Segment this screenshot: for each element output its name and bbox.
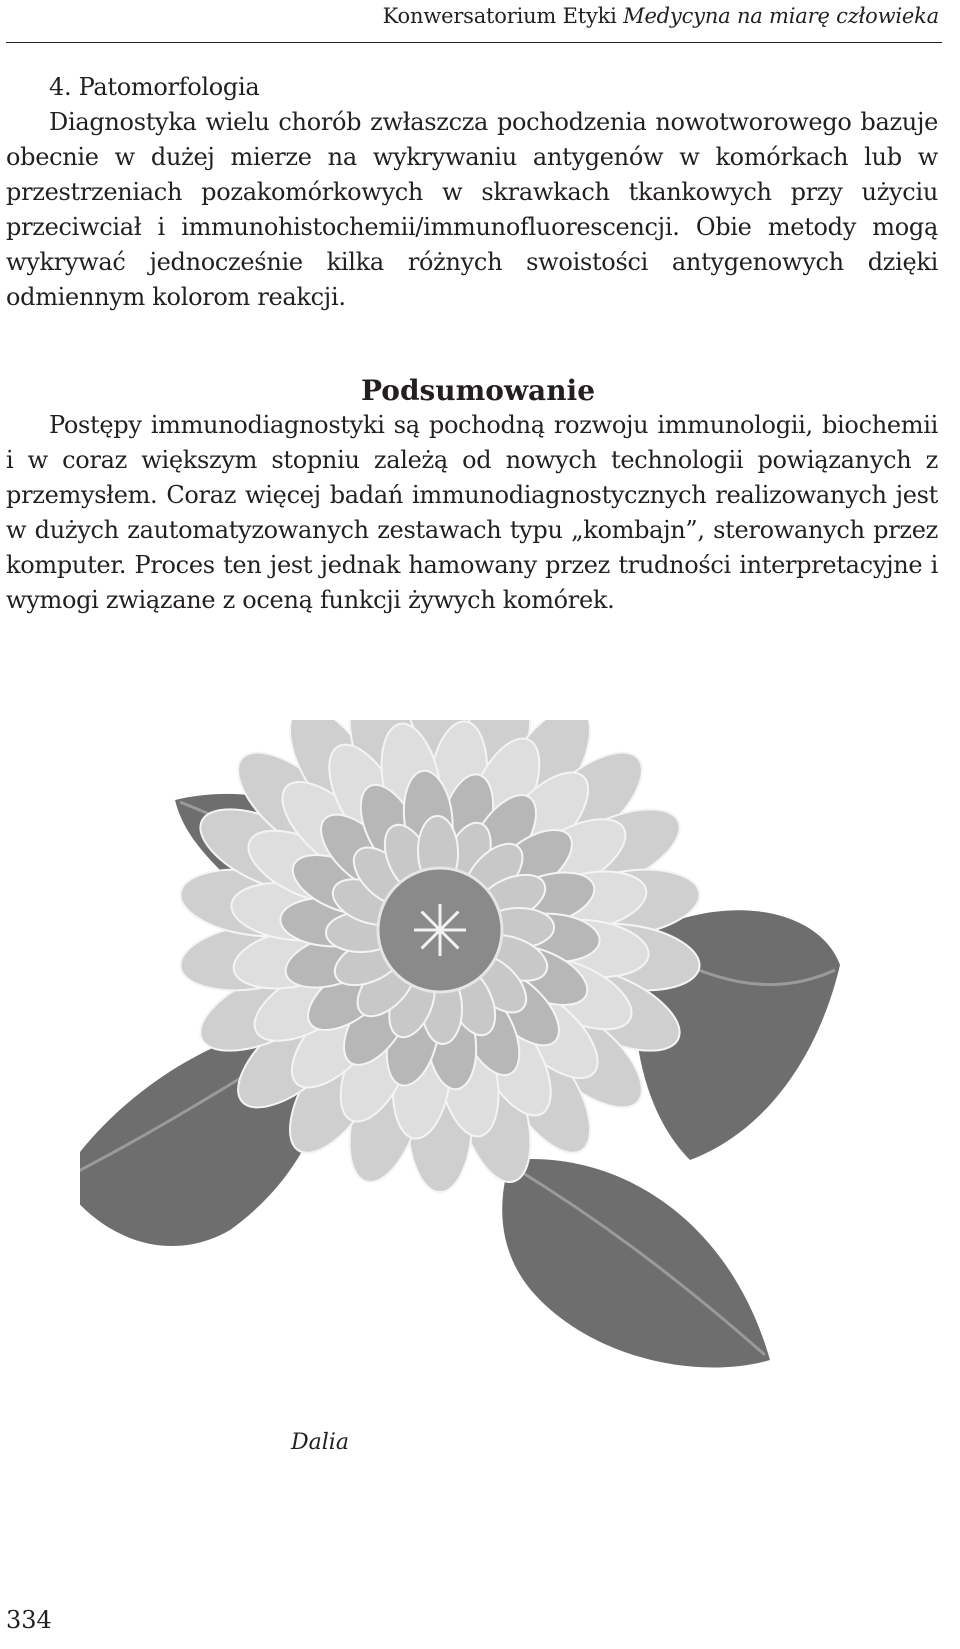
paragraph-patomorfologia: Diagnostyka wielu chorób zwłaszcza pochodzenia nowotworowego bazuje obecnie w dużej mierze na wykrywaniu antygenów w komórkach lub w przestrzeniach pozakomórkowych w skrawkach tkankowych przy użyciu przeciwciał i immunohistochemii/immunofluorescencji. Obie metody mogą wykrywać jednocześnie kilka różnych swoistości antygenowych dzięki odmiennym kolorom reakcji. <box>6 108 938 311</box>
running-header-book-title: Medycyna na miarę człowieka <box>623 4 939 28</box>
section-heading-podsumowanie: Podsumowanie <box>360 374 596 407</box>
section-podsumowanie <box>6 408 938 618</box>
running-header-prefix: Konwersatorium Etyki <box>382 4 624 28</box>
paragraph-podsumowanie: Postępy immunodiagnostyki są pochodną rozwoju immunologii, biochemii i w coraz większym stopniu zależą od nowych technologii powiązanych z przemysłem. Coraz więcej badań immunodiagnostycznych realizowanych jest w dużych zautomatyzowanych zestawach typu „kombajn”, sterowanych przez komputer. Proces ten jest jednak hamowany przez trudności interpretacyjne i wymogi związane z oceną funkcji żywych komórek. <box>6 411 938 614</box>
section-heading-patomorfologia: 4. Patomorfologia <box>49 73 260 101</box>
dahlia-illustration <box>80 720 840 1400</box>
figure-caption: Dalia <box>291 1430 349 1455</box>
header-rule <box>6 42 942 43</box>
leaf-bottom-right <box>502 1159 770 1367</box>
page-number: 334 <box>6 1606 52 1634</box>
section-patomorfologia <box>6 70 938 315</box>
running-header <box>0 2 939 30</box>
